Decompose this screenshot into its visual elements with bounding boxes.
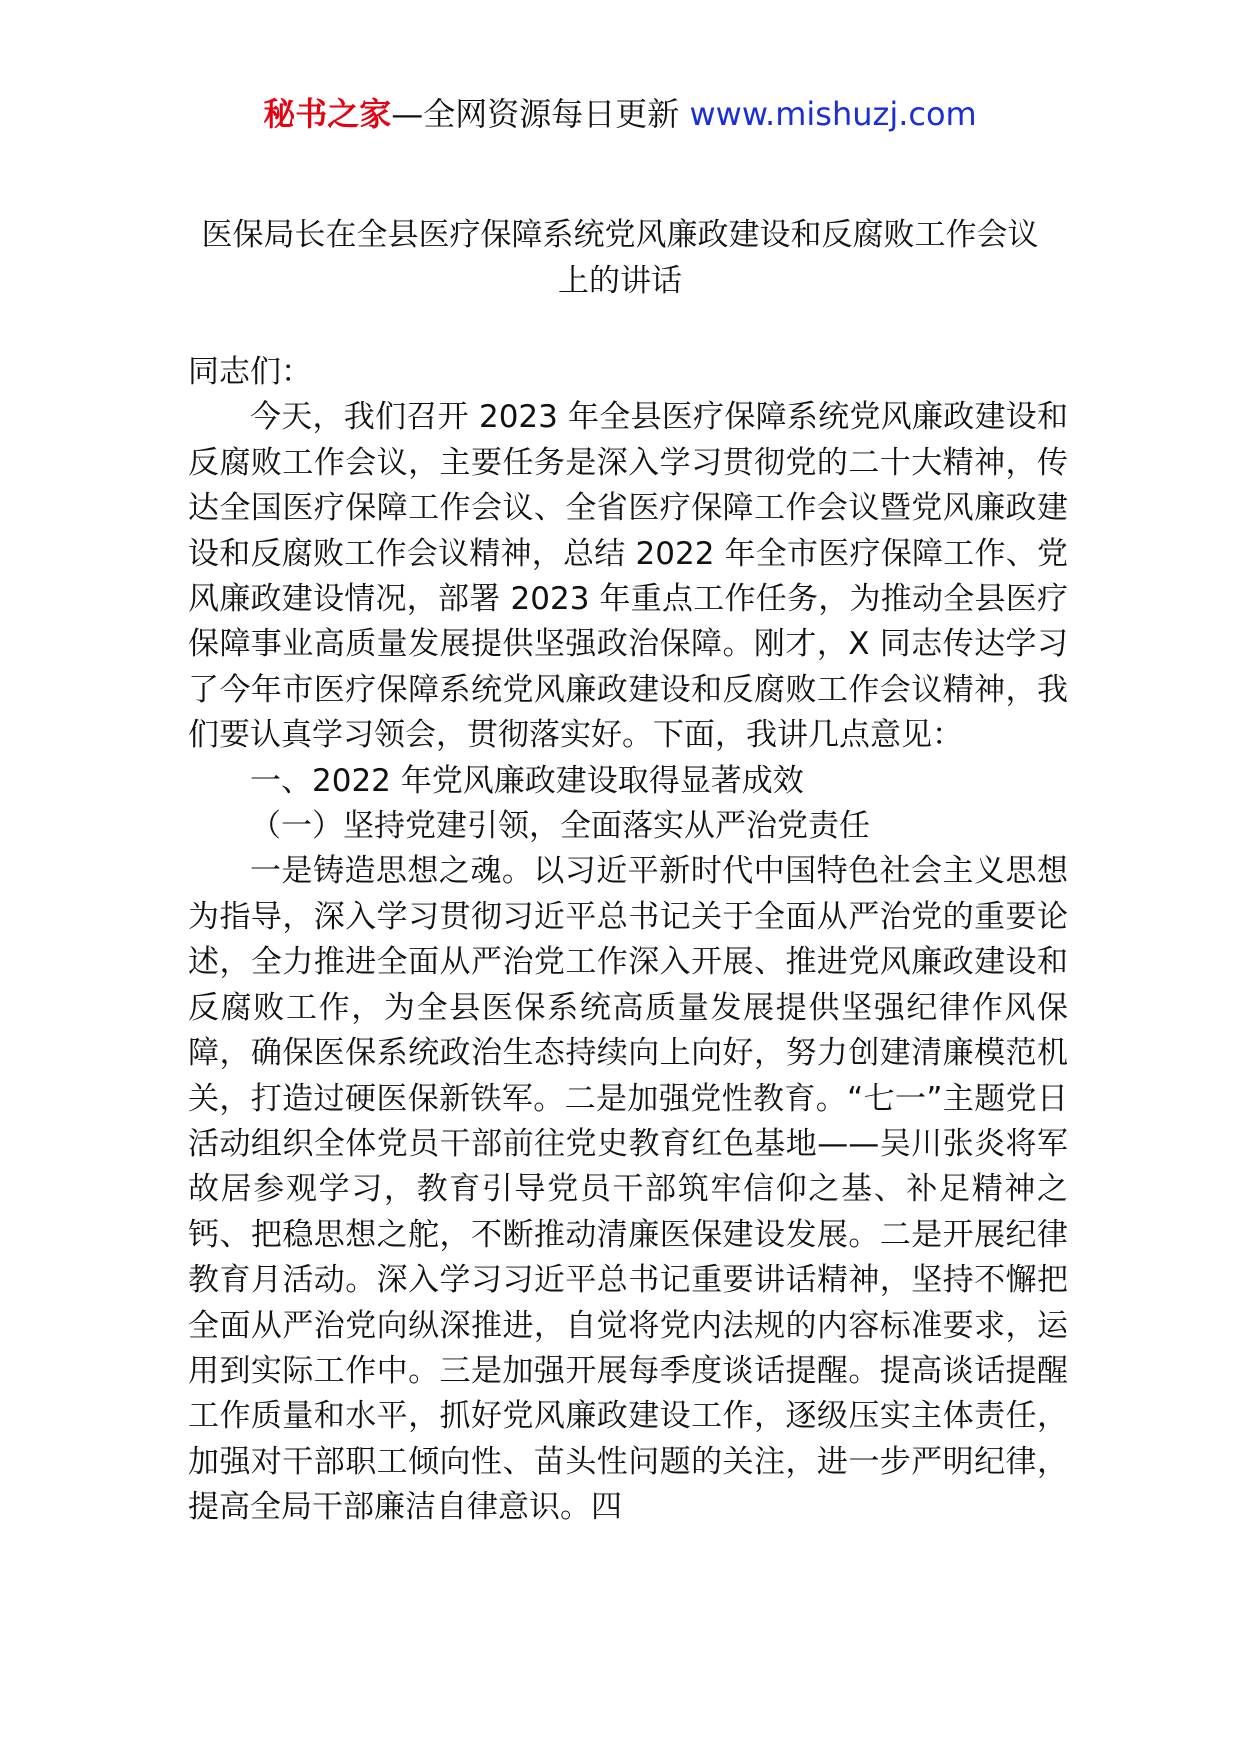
site-brand: 秘书之家	[263, 95, 392, 133]
document-title	[150, 212, 1090, 304]
paragraph-intro: 今天，我们召开 2023 年全县医疗保障系统党风廉政建设和反腐败工作会议，主要任务是深入学习贯彻党的二十大精神，传达全国医疗保障工作会议、全省医疗保障工作会议暨党风廉政建设和反腐败工作会议精神，总结 2022 年全市医疗保障工作、党风廉政建设情况，部署 2023 年重点工作任务，为推动全县医疗保障事业高质量发展提供坚强政治保障。刚才，X 同志传达学习了今年市医疗保障系统党风廉政建设和反腐败工作会议精神，我们要认真学习领会，贯彻落实好。下面，我讲几点意见：	[188, 399, 1068, 754]
site-url-link[interactable]: www.mishuzj.com	[689, 95, 977, 133]
site-tagline: —全网资源每日更新	[391, 95, 680, 133]
document-body	[188, 350, 1068, 1531]
paragraph-body: 一是铸造思想之魂。以习近平新时代中国特色社会主义思想为指导，深入学习贯彻习近平总书记关于全面从严治党的重要论述，全力推进全面从严治党工作深入开展、推进党风廉政建设和反腐败工作，为全县医保系统高质量发展提供坚强纪律作风保障，确保医保系统政治生态持续向上向好，努力创建清廉模范机关，打造过硬医保新铁军。二是加强党性教育。“七一”主题党日活动组织全体党员干部前往党史教育红色基地——吴川张炎将军故居参观学习，教育引导党员干部筑牢信仰之基、补足精神之钙、把稳思想之舵，不断推动清廉医保建设发展。二是开展纪律教育月活动。深入学习习近平总书记重要讲话精神，坚持不懈把全面从严治党向纵深推进，自觉将党内法规的内容标准要求，运用到实际工作中。三是加强开展每季度谈话提醒。提高谈话提醒工作质量和水平，抓好党风廉政建设工作，逐级压实主体责任，加强对干部职工倾向性、苗头性问题的关注，进一步严明纪律，提高全局干部廉洁自律意识。四	[188, 853, 1068, 1526]
section-heading-1: 一、2022 年党风廉政建设取得显著成效	[250, 762, 804, 799]
document-title-line-1: 医保局长在全县医疗保障系统党风廉政建设和反腐败工作会议	[201, 217, 1039, 253]
site-header	[0, 92, 1240, 136]
subsection-heading-1: （一）坚持党建引领，全面落实从严治党责任	[250, 808, 870, 845]
document-title-line-2: 上的讲话	[558, 263, 682, 299]
salutation: 同志们：	[188, 354, 312, 390]
